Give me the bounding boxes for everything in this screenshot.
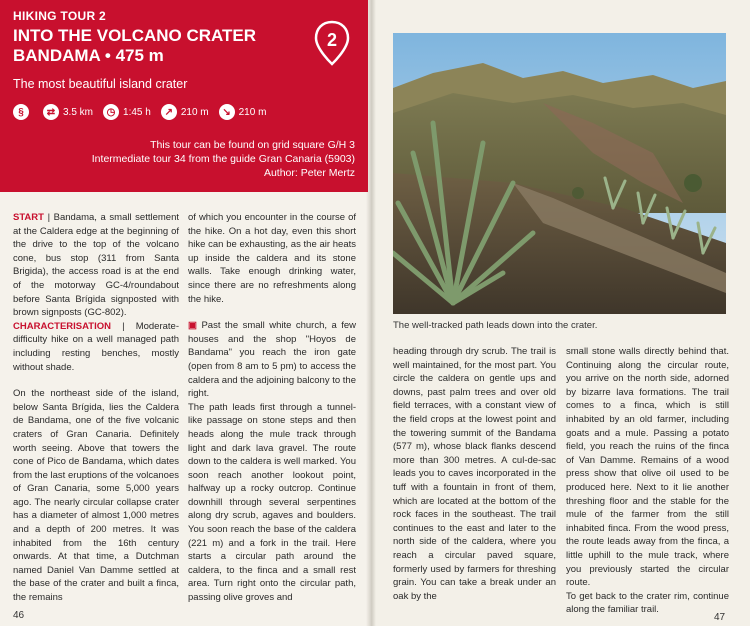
crater-path-photo (393, 33, 726, 314)
col4-paragraph-1: small stone walls directly behind that. Continuing along the circular route, you arrive on the north side, adorned by bizarre lava formations. The trail comes to a finca, which is still inhabited by an old farmer, including goats and a mule. Passing a potato field, you reach the ruins of the finca of Van Damme. Remains of a wood press show that olive oil used to be produced here. Next to it lie another threshing floor and the stable for the mule of the farmer from the still inhabited finca. From the wood press, the route leads away from the finca, a little uphill to the mule track, where you previously started the circular route. (566, 346, 729, 589)
stat-route (13, 104, 33, 120)
text-column-1 (13, 211, 179, 605)
route-icon: § (13, 104, 29, 120)
stat-time (103, 104, 151, 120)
tour-subtitle: The most beautiful island crater (13, 77, 188, 91)
text-column-4 (566, 345, 729, 617)
stat-distance-value: 3.5 km (63, 106, 94, 118)
tour-title-line2: BANDAMA • 475 m (13, 46, 164, 65)
tour-number: 2 (326, 30, 338, 50)
credit-author: Author: Peter Mertz (263, 167, 355, 179)
characterisation-paragraph (13, 320, 179, 374)
col2-paragraph-2 (188, 319, 356, 401)
descent-icon: ↘ (219, 104, 235, 120)
stat-ascent-value: 210 m (180, 106, 209, 118)
text-column-2 (188, 211, 356, 605)
credit-grid: This tour can be found on grid square G/H 3 (150, 139, 355, 151)
intro-paragraph: On the northeast side of the island, below Santa Brígida, lies the Caldera de Bandama, one of the five volcanic craters of Gran Canaria. Definitely worth seeing. Above that towers the cone of Pico de Bandama, which dates from the last eruptions of the volcanoes of Gran Canaria, some 5,000 years ago. The nearly circular collapse crater has a diameter of almost 1,000 metres and a depth of 200 metres. It was inhabited from the 16th century onwards. At that time, a Dutchman named Daniel Van Damme settled at the base of the crater and built a finca, the remains (13, 388, 179, 604)
ascent-icon: ↗ (161, 104, 177, 120)
photo-caption: The well-tracked path leads down into the crater. (393, 320, 598, 331)
stat-descent (219, 104, 267, 120)
page-number-right: 47 (714, 612, 726, 623)
characterisation-text: | Moderate-difficulty hike on a well managed path including resting benches, mostly without shade. (13, 320, 179, 373)
map-pin-icon (314, 20, 350, 66)
col2-paragraph-3: The path leads first through a tunnel-like passage on stone steps and then heads along the mule track through light and dark lava gravel. The route down to the caldera is well marked. You soon reach another lookout point, halfway up a rocky outcrop. Continue downhill through several serpentines along dry scrub, agaves and boulders. You soon reach the base of the caldera (221 m) and a fork in the trail. Here starts a circular path around the caldera, to the finca and a small rest area. Turn right onto the circular path, passing olive groves and (188, 401, 356, 604)
start-text: | Bandama, a small settlement at the Caldera edge at the beginning of the drive to the top of the volcano cone, bus stop (311 from Santa Brigida), the access road is at the end of the motorway GC-4/roundabout before Santa Brígida signposted with brown signposts (GC-802). (13, 212, 179, 319)
distance-icon: ⇄ (43, 104, 59, 120)
stat-descent-value: 210 m (238, 106, 267, 118)
tour-title-line1: INTO THE VOLCANO CRATER (13, 26, 257, 45)
stat-ascent (161, 104, 209, 120)
stat-distance (43, 104, 93, 120)
page-number-left: 46 (13, 610, 25, 621)
tour-stats (13, 103, 276, 121)
waypoint-1-icon: ▣ (188, 320, 197, 332)
text-column-3 (393, 345, 556, 603)
credit-guide: Intermediate tour 34 from the guide Gran Canaria (5903) (91, 153, 355, 165)
col3-paragraph: heading through dry scrub. The trail is well maintained, for the most part. You circle the caldera on gentle ups and downs, past palm trees and over old field terraces, with a constant view of the field crops at the lowest point and the towering summit of the Bandama (577 m), whose black flanks descend more than 300 metres. A cul-de-sac leads you to caves incorporated in the tuff with a fountain in front of them, which are located at the bottom of the rock faces in the southeast. The trail continues to the east and later to the north side of the caldera, where you reach a circular paved square, formerly used by farmers for threshing grain. You can take a break under an oak by the (393, 346, 556, 602)
tour-header (0, 0, 368, 192)
clock-icon: ◷ (103, 104, 119, 120)
start-paragraph (13, 211, 179, 320)
tour-kicker: HIKING TOUR 2 (13, 9, 107, 23)
col2-paragraph-1: of which you encounter in the course of the hike. On a hot day, even this short hike can be exhausting, as the air heats up inside the caldera and its stone walls. Take enough drinking water, since there are no refreshments along the hike. (188, 212, 356, 305)
col4-paragraph-2: To get back to the crater rim, continue along the familiar trail. (566, 590, 729, 616)
tour-credit (92, 138, 355, 180)
col2-paragraph-2-text: Past the small white church, a few houses and the shop "Hoyos de Bandama" you reach the iron gate (open from 8 am to 5 pm) to access the caldera and the adjoining balcony to the right. (188, 320, 356, 400)
start-label: START (13, 212, 44, 223)
characterisation-label: CHARACTERISATION (13, 320, 111, 332)
stat-time-value: 1:45 h (123, 106, 151, 118)
